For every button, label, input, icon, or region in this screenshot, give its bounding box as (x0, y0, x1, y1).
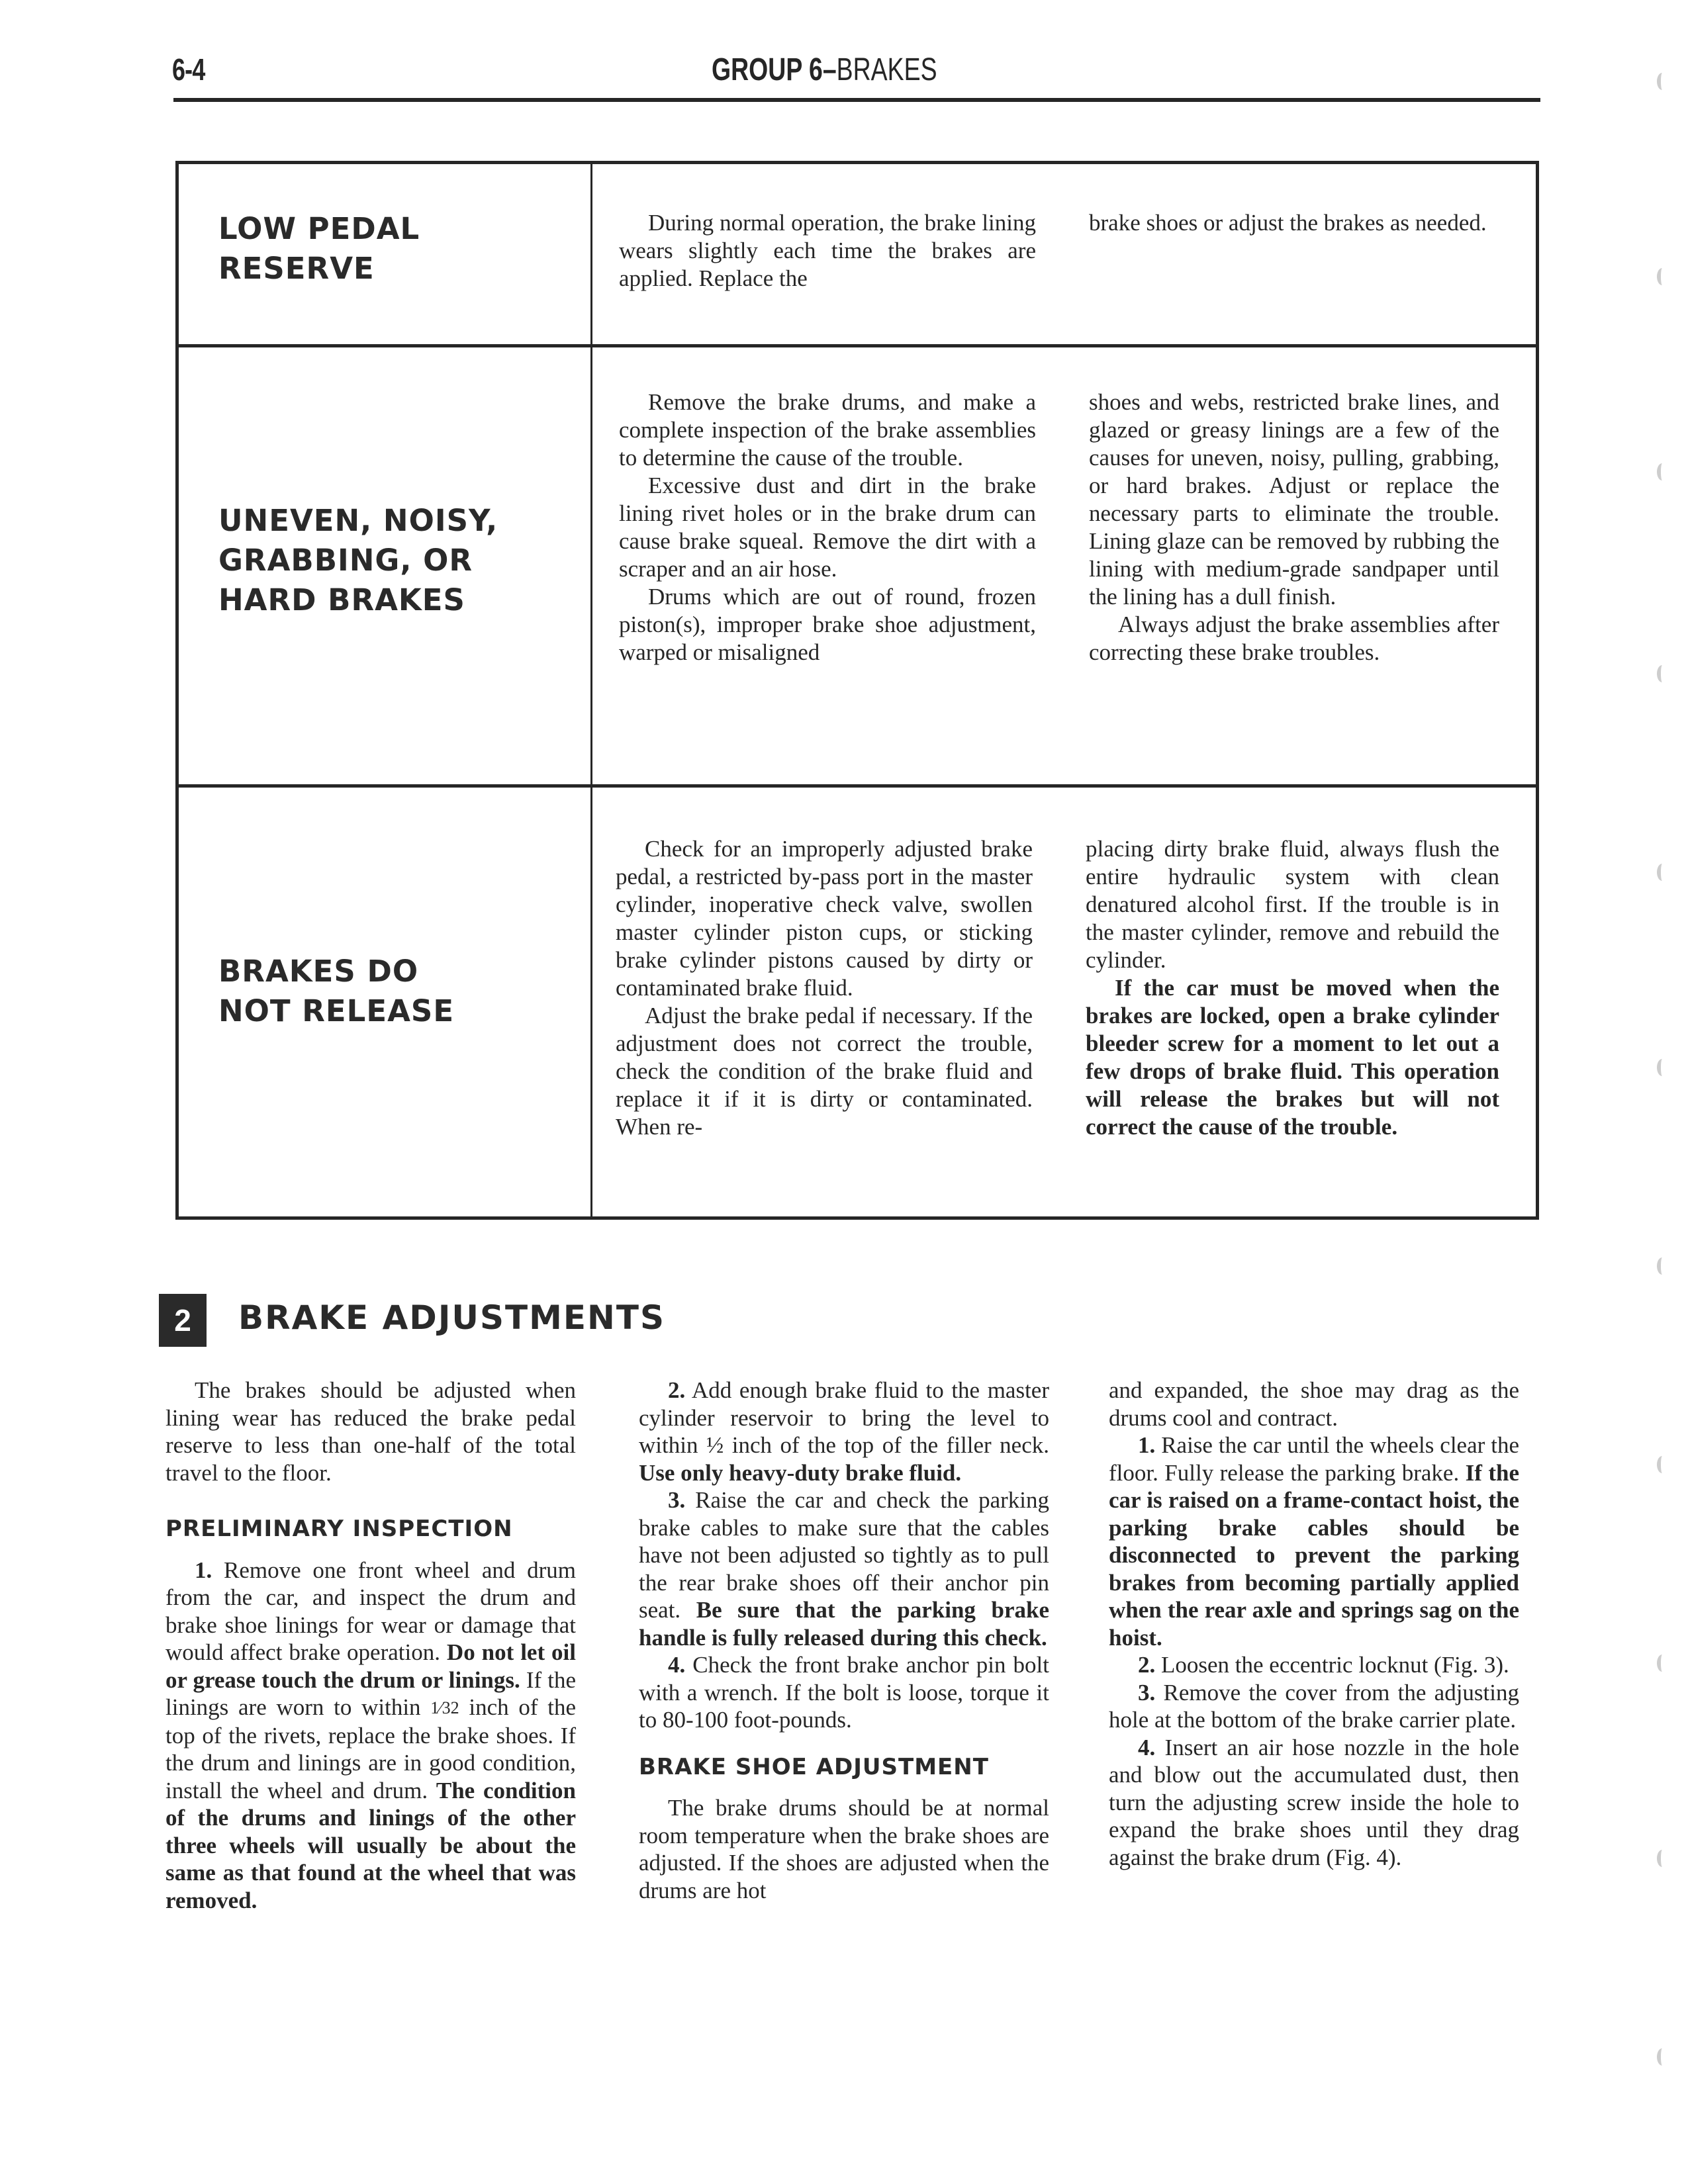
troubleshooting-table (175, 161, 1539, 1220)
condition-line: GRABBING, OR (218, 543, 473, 578)
section-number-badge: 2 (159, 1294, 207, 1347)
condition-line: BRAKES DO (218, 954, 419, 989)
step-number: 4. (668, 1652, 686, 1678)
step-number: 3. (668, 1487, 686, 1513)
table-row (179, 164, 1536, 347)
binder-hole-mark (1657, 2048, 1667, 2066)
fraction: 1⁄32 (430, 1698, 459, 1717)
remedy-paragraph: Remove the brake drums, and make a complete inspection of the brake assemblies to determine the cause of the trouble. (619, 389, 1036, 471)
binder-hole-mark (1657, 268, 1667, 285)
binder-hole-mark (1657, 665, 1667, 682)
binder-hole-mark (1657, 1850, 1667, 1867)
remedy-paragraph: During normal operation, the brake lining wears slightly each time the brakes are applied. Replace the (619, 210, 1036, 291)
remedy-column-1 (619, 209, 1036, 293)
remedy-paragraph: shoes and webs, restricted brake lines, and glazed or greasy linings are a few of the causes for uneven, noisy, pulling, grabbing, or hard brakes. Adjust or replace the necessary parts to eliminate the trouble. Lining glaze can be removed by rubbing the lining with medium-grade sandpaper until the lining has a dull finish. (1089, 389, 1499, 610)
step-warning: Do not let oil or grease touch the drum or linings. (165, 1639, 576, 1693)
section-title: BRAKE ADJUSTMENTS (238, 1298, 666, 1337)
remedy-column-2 (1086, 835, 1499, 1141)
intro-paragraph: The brakes should be adjusted when lining wear has reduced the brake pedal reserve to less than one-half of the total travel to the floor. (165, 1377, 576, 1486)
condition-label (218, 952, 454, 1031)
body-column-3 (1109, 1377, 1519, 1871)
step-paragraph (1109, 1679, 1519, 1734)
condition-line: NOT RELEASE (218, 993, 455, 1028)
binder-hole-mark (1657, 463, 1667, 480)
brake-shoe-adjustment-heading: BRAKE SHOE ADJUSTMENT (639, 1753, 989, 1780)
page-title (712, 52, 937, 88)
step-warning: The condition of the drums and linings of the other three wheels will usually be about the same as that found at the wheel that was removed. (165, 1777, 576, 1913)
body-column-1 (165, 1377, 576, 1914)
step-text: Check the front brake anchor pin bolt with a wrench. If the bolt is loose, torque it to 80-100 foot-pounds. (639, 1652, 1049, 1733)
remedy-column-2 (1089, 209, 1499, 237)
table-row (179, 347, 1536, 788)
remedy-paragraph: Drums which are out of round, frozen piston(s), improper brake shoe adjustment, warped or misaligned (619, 584, 1036, 665)
condition-label (218, 209, 420, 289)
step-warning: If the car is raised on a frame-contact hoist, the parking brake cables should be disconnected to prevent the parking brakes from becoming partially applied when the rear axle and springs sag on the hoist. (1109, 1459, 1519, 1651)
step-paragraph (1109, 1734, 1519, 1872)
step-warning: Be sure that the parking brake handle is fully released during this check. (639, 1597, 1049, 1651)
intro-paragraph-continued: and expanded, the shoe may drag as the drums cool and contract. (1109, 1377, 1519, 1431)
condition-line: LOW PEDAL (218, 211, 420, 246)
remedy-paragraph: Excessive dust and dirt in the brake lining rivet holes or in the brake drum can cause brake squeal. Remove the dirt with a scraper and an air hose. (619, 473, 1036, 582)
chapter-name: BRAKES (836, 52, 937, 87)
header-rule (173, 98, 1540, 102)
step-number: 2. (1138, 1652, 1156, 1678)
step-text: inch of the top of the rivets, replace the brake shoes. If the drum and linings are in good condition, install the wheel and drum. (165, 1694, 576, 1803)
remedy-paragraph: Check for an improperly adjusted brake pedal, a restricted by-pass port in the master cylinder, inoperative check valve, swollen master cylinder piston cups, or sticking brake cylinder pistons caused by dirty or contaminated brake fluid. (616, 836, 1033, 1001)
step-paragraph (639, 1651, 1049, 1734)
step-paragraph (165, 1557, 576, 1915)
step-text: Remove the cover from the adjusting hole at the bottom of the brake carrier plate. (1109, 1679, 1519, 1733)
column-divider (590, 164, 592, 344)
binder-hole-mark (1657, 1655, 1667, 1672)
step-paragraph (639, 1486, 1049, 1651)
step-text: Add enough brake fluid to the master cylinder reservoir to bring the level to within (639, 1377, 1049, 1458)
group-label: GROUP 6 (712, 52, 823, 87)
condition-line: HARD BRAKES (218, 582, 465, 617)
step-number: 2. (668, 1377, 686, 1403)
page-number: 6-4 (172, 52, 205, 87)
step-text: If the linings are worn to within (165, 1666, 576, 1720)
body-column-2 (639, 1377, 1049, 1904)
binder-hole-mark (1657, 1257, 1667, 1275)
step-paragraph (639, 1377, 1049, 1486)
step-paragraph (1109, 1432, 1519, 1651)
binder-hole-mark (1657, 1456, 1667, 1473)
intro-paragraph: The brake drums should be at normal room temperature when the brake shoes are adjusted. If the shoes are adjusted when the drums are hot (639, 1795, 1049, 1903)
step-text: Raise the car until the wheels clear the floor. Fully release the parking brake. (1109, 1432, 1519, 1486)
column-divider (590, 347, 592, 784)
step-number: 1. (1138, 1432, 1156, 1458)
step-text: Remove one front wheel and drum from the car, and inspect the drum and brake shoe linings for wear or damage that would affect brake operation. (165, 1557, 576, 1665)
remedy-paragraph: brake shoes or adjust the brakes as needed. (1089, 210, 1487, 236)
condition-label (218, 501, 498, 620)
remedy-column-2 (1089, 388, 1499, 666)
step-number: 4. (1138, 1734, 1156, 1760)
remedy-warning-paragraph: If the car must be moved when the brakes are locked, open a brake cylinder bleeder screw for a moment to let out a few drops of brake fluid. This operation will release the brakes but will not correct the cause of the trouble. (1086, 975, 1499, 1140)
title-separator: – (822, 52, 837, 87)
remedy-paragraph: placing dirty brake fluid, always flush the entire hydraulic system with clean denatured alcohol first. If the trouble is in the master cylinder, remove and rebuild the cylinder. (1086, 836, 1499, 973)
step-number: 1. (195, 1557, 212, 1583)
step-text: Loosen the eccentric locknut (Fig. 3). (1155, 1652, 1509, 1678)
remedy-paragraph: Adjust the brake pedal if necessary. If the adjustment does not correct the trouble, check the condition of the brake fluid and replace it if it is dirty or contaminated. When re- (616, 1003, 1033, 1140)
remedy-column-1 (619, 388, 1036, 666)
step-paragraph (1109, 1651, 1519, 1679)
fraction: ½ (706, 1432, 724, 1458)
step-text: Insert an air hose nozzle in the hole and blow out the accumulated dust, then turn the adjusting screw inside the hole to expand the brake shoes until they drag against the brake drum (Fig. 4). (1109, 1734, 1519, 1870)
step-text: Raise the car and check the parking brake cables to make sure that the cables have not been adjusted so tightly as to pull the rear brake shoes off their anchor pin seat. (639, 1487, 1049, 1623)
binder-hole-mark (1657, 1059, 1667, 1076)
condition-line: RESERVE (218, 251, 375, 286)
column-divider (590, 788, 592, 1216)
remedy-paragraph: Always adjust the brake assemblies after correcting these brake troubles. (1089, 612, 1499, 665)
step-text: inch of the top of the filler neck. (724, 1432, 1049, 1458)
step-number: 3. (1138, 1679, 1156, 1706)
remedy-column-1 (616, 835, 1033, 1141)
step-warning: Use only heavy-duty brake fluid. (639, 1459, 962, 1486)
binder-hole-mark (1657, 864, 1667, 881)
table-row (179, 788, 1536, 1216)
condition-line: UNEVEN, NOISY, (218, 503, 498, 538)
binder-hole-mark (1657, 73, 1667, 90)
preliminary-inspection-heading: PRELIMINARY INSPECTION (165, 1516, 513, 1542)
